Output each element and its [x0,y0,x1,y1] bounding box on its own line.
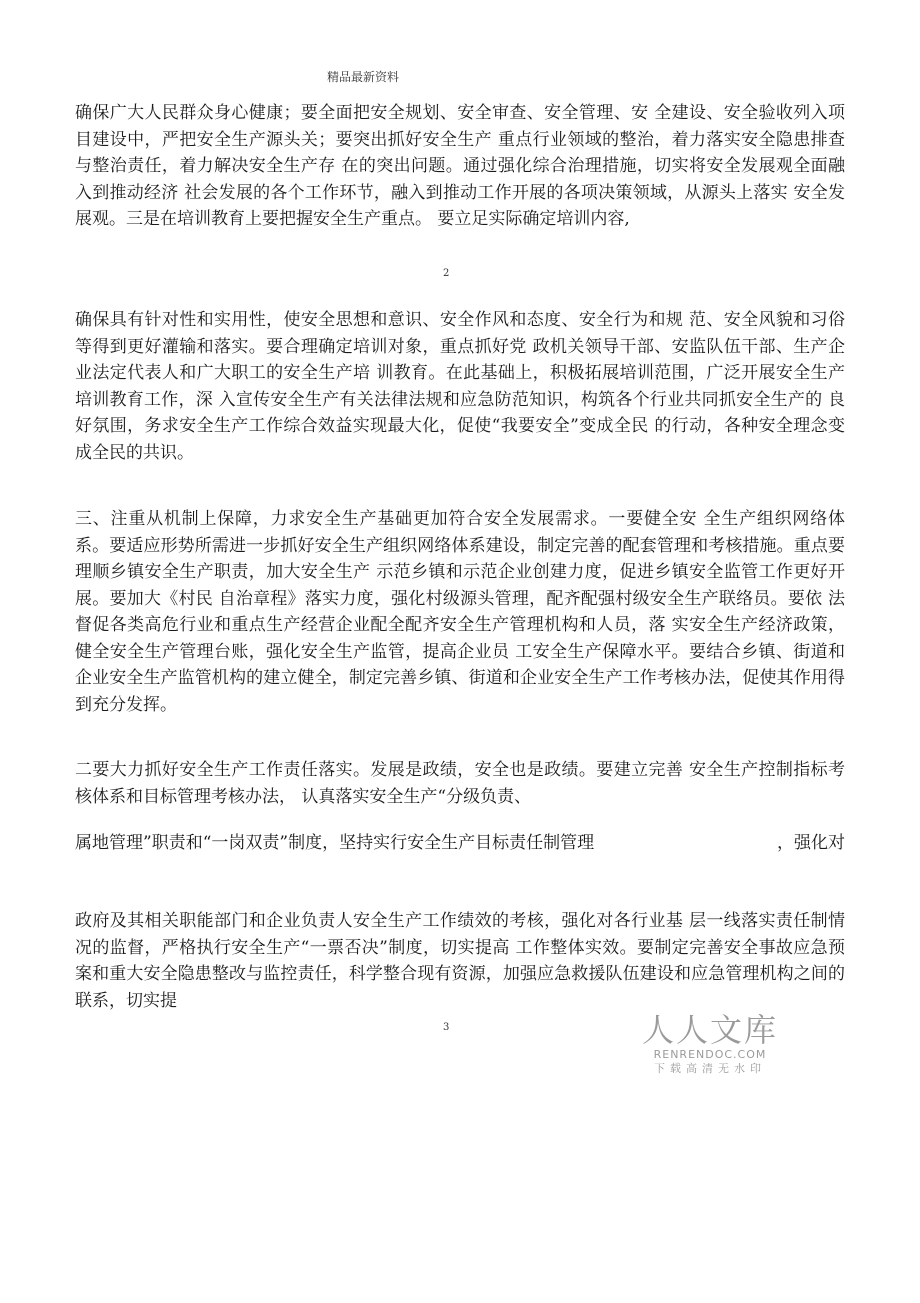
watermark-title: 人人文库 [641,1011,778,1049]
header-title: 精品最新资料 [327,70,400,84]
watermark-url: RENRENDOC.COM [653,1048,767,1061]
paragraph-5-text: 属地管理”职责和“一岗双责”制度，坚持实行安全生产目标责任制管理 [75,833,595,853]
paragraph-5 [75,830,845,857]
page-number-2: 2 [443,268,450,279]
paragraph-5-tail: ，强化对 [777,833,845,853]
page-number-3: 3 [443,1022,450,1033]
paragraph-1: 确保广大人民群众身心健康；要全面把安全规划、安全审查、安全管理、安 全建设、安全验收列入项目建设中，严把安全生产源头关；要突出抓好安全生产 重点行业领域的整治，着力落实安全隐患排查与整治责任，着力解决安全生产存 在的突出问题。通过强化综合治理措施，切实将安全发展观全面融入到推动经济 社会发展的各个工作环节，融入到推动工作开展的各项决策领域，从源头上落实 安全发展观。三是在培训教育上要把握安全生产重点。 要立足实际确定培训内容, [75,103,845,229]
watermark-subtitle: 下载高清无水印 [654,1062,766,1075]
watermark-logo [640,1012,780,1076]
paragraph-2: 确保具有针对性和实用性，使安全思想和意识、安全作风和态度、安全行为和规 范、安全风貌和习俗等得到更好灌输和落实。要合理确定培训对象，重点抓好党 政机关领导干部、安监队伍干部、生产企业法定代表人和广大职工的安全生产培 训教育。在此基础上，积极拓展培训范围，广泛开展安全生产培训教育工作，深 入宣传安全生产有关法律法规和应急防范知识，构筑各个行业共同抓安全生产的 良好氛围，务求安全生产工作综合效益实现最大化，促使“我要安全”变成全民 的行动，各种安全理念变成全民的共识。 [75,310,845,463]
paragraph-6: 政府及其相关职能部门和企业负责人安全生产工作绩效的考核，强化对各行业基 层一线落实责任制情况的监督，严格执行安全生产“一票否决”制度，切实提高 工作整体实效。要制定完善安全事故应急预案和重大安全隐患整改与监控责任，科学整合现有资源，加强应急救援队伍建设和应急管理机构之间的联系，切实提 [75,911,845,1011]
paragraph-4: 二要大力抓好安全生产工作责任落实。发展是政绩，安全也是政绩。要建立完善 安全生产控制指标考核体系和目标管理考核办法， 认真落实安全生产“分级负责、 [75,760,845,807]
paragraph-3: 三、注重从机制上保障，力求安全生产基础更加符合安全发展需求。一要健全安 全生产组织网络体系。要适应形势所需进一步抓好安全生产组织网络体系建设，制定完善的配套管理和考核措施。重点要理顺乡镇安全生产职责，加大安全生产 示范乡镇和示范企业创建力度，促进乡镇安全监管工作更好开展。要加大《村民 自治章程》落实力度，强化村级源头管理，配齐配强村级安全生产联络员。要依 法督促各类高危行业和重点生产经营企业配全配齐安全生产管理机构和人员，落 实安全生产经济政策，健全安全生产管理台账，强化安全生产监管，提高企业员 工安全生产保障水平。要结合乡镇、街道和企业安全生产监管机构的建立健全，制定完善乡镇、街道和企业安全生产工作考核办法，促使其作用得到充分发挥。 [75,509,845,715]
